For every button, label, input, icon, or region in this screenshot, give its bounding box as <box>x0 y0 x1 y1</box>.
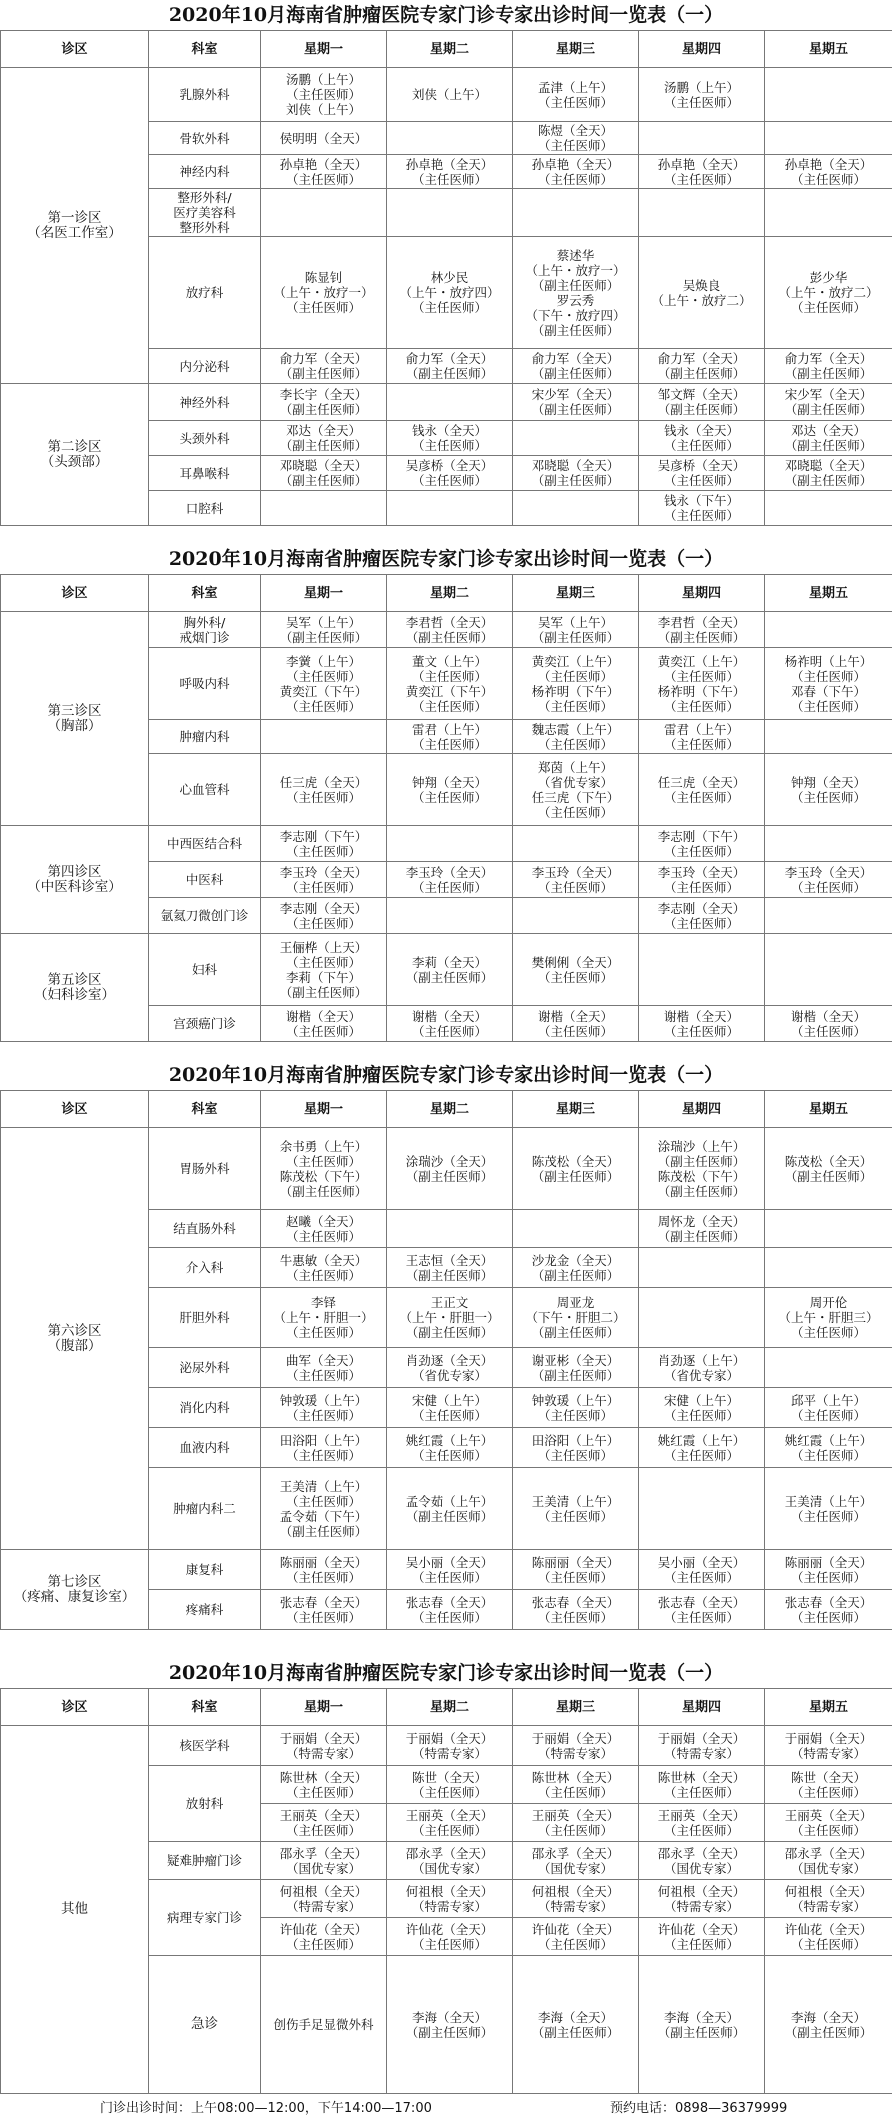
department-cell: 肿瘤内科二 <box>149 1468 261 1550</box>
schedule-cell: 邓晓聪（全天） （副主任医师） <box>765 456 892 491</box>
schedule-cell <box>765 122 892 155</box>
zone-cell: 其他 <box>1 1726 149 2094</box>
schedule-cell <box>513 421 639 456</box>
schedule-cell: 王丽英（全天） （主任医师） <box>513 1804 639 1842</box>
schedule-cell: 李黉（上午） （主任医师） 黄奕江（下午） （主任医师） <box>261 648 387 720</box>
column-header: 星期一 <box>261 1689 387 1726</box>
schedule-cell: 田浴阳（上午） （主任医师） <box>513 1428 639 1468</box>
schedule-cell: 郑茵（上午） （省优专家） 任三虎（下午） （主任医师） <box>513 754 639 826</box>
schedule-cell: 赵曦（全天） （主任医师） <box>261 1210 387 1248</box>
department-cell: 血液内科 <box>149 1428 261 1468</box>
column-header: 科室 <box>149 575 261 612</box>
schedule-cell: 王丽英（全天） （主任医师） <box>387 1804 513 1842</box>
schedule-cell <box>261 720 387 754</box>
schedule-cell: 宋健（上午） （主任医师） <box>387 1388 513 1428</box>
department-cell: 疑难肿瘤门诊 <box>149 1842 261 1880</box>
schedule-cell <box>639 189 765 237</box>
schedule-cell: 李海（全天） （副主任医师） <box>639 1956 765 2094</box>
schedule-cell: 孟津（上午） （主任医师） <box>513 68 639 122</box>
schedule-cell: 钟敦瑗（上午） （主任医师） <box>261 1388 387 1428</box>
schedule-cell: 钟敦瑗（上午） （主任医师） <box>513 1388 639 1428</box>
schedule-cell: 许仙花（全天） （主任医师） <box>765 1918 892 1956</box>
column-header: 科室 <box>149 31 261 68</box>
schedule-cell: 陈显钊 （上午・放疗一） （主任医师） <box>261 237 387 349</box>
schedule-cell: 谢楷（全天） （主任医师） <box>387 1006 513 1042</box>
schedule-cell: 陈世（全天） （主任医师） <box>387 1766 513 1804</box>
table-row <box>1 826 892 862</box>
schedule-cell: 肖劲逐（全天） （省优专家） <box>387 1348 513 1388</box>
department-cell: 放疗科 <box>149 237 261 349</box>
schedule-table <box>0 30 892 526</box>
column-header: 科室 <box>149 1689 261 1726</box>
schedule-cell: 陈丽丽（全天） （主任医师） <box>765 1550 892 1590</box>
schedule-cell: 姚红霞（上午） （主任医师） <box>387 1428 513 1468</box>
schedule-cell: 邱平（上午） （主任医师） <box>765 1388 892 1428</box>
table-row <box>1 1550 892 1590</box>
schedule-cell <box>513 1210 639 1248</box>
schedule-cell: 任三虎（全天） （主任医师） <box>261 754 387 826</box>
schedule-cell: 林少民 （上午・放疗四） （主任医师） <box>387 237 513 349</box>
schedule-cell: 吴军（上午） （副主任医师） <box>513 612 639 648</box>
column-header: 星期二 <box>387 1091 513 1128</box>
schedule-cell: 吴彦桥（全天） （主任医师） <box>639 456 765 491</box>
table-row <box>1 1726 892 1766</box>
schedule-cell: 李志刚（全天） （主任医师） <box>639 898 765 934</box>
schedule-cell: 孟令茹（上午） （副主任医师） <box>387 1468 513 1550</box>
schedule-cell: 陈茂松（全天） （副主任医师） <box>765 1128 892 1210</box>
column-header: 星期五 <box>765 31 892 68</box>
schedule-cell: 李玉玲（全天） （主任医师） <box>261 862 387 898</box>
schedule-cell: 李君哲（全天） （副主任医师） <box>387 612 513 648</box>
schedule-cell <box>765 1248 892 1288</box>
schedule-cell: 谢楷（全天） （主任医师） <box>513 1006 639 1042</box>
schedule-cell: 姚红霞（上午） （主任医师） <box>639 1428 765 1468</box>
schedule-cell: 钟翔（全天） （主任医师） <box>387 754 513 826</box>
schedule-cell: 张志春（全天） （主任医师） <box>387 1590 513 1630</box>
column-header: 星期四 <box>639 1091 765 1128</box>
schedule-cell: 雷君（上午） （主任医师） <box>639 720 765 754</box>
schedule-cell <box>387 898 513 934</box>
schedule-cell: 于丽娟（全天） （特需专家） <box>261 1726 387 1766</box>
department-cell: 内分泌科 <box>149 349 261 384</box>
schedule-cell: 宋少军（全天） （副主任医师） <box>513 384 639 421</box>
schedule-cell: 李铎 （上午・肝胆一） （主任医师） <box>261 1288 387 1348</box>
schedule-cell: 孙卓艳（全天） （主任医师） <box>513 155 639 189</box>
department-cell: 创伤手足显微外科 <box>261 1956 387 2094</box>
schedule-cell: 涂瑞沙（上午） （副主任医师） 陈茂松（下午） （副主任医师） <box>639 1128 765 1210</box>
zone-cell: 第七诊区 （疼痛、康复诊室） <box>1 1550 149 1630</box>
schedule-cell: 董文（上午） （主任医师） 黄奕江（下午） （主任医师） <box>387 648 513 720</box>
schedule-section <box>0 1658 892 2094</box>
department-cell: 放射科 <box>149 1766 261 1842</box>
schedule-cell: 谢楷（全天） （主任医师） <box>261 1006 387 1042</box>
department-cell: 病理专家门诊 <box>149 1880 261 1956</box>
column-header: 诊区 <box>1 1091 149 1128</box>
column-header: 星期三 <box>513 31 639 68</box>
zone-cell: 第六诊区 （腹部） <box>1 1128 149 1550</box>
schedule-cell: 钟翔（全天） （主任医师） <box>765 754 892 826</box>
schedule-cell: 张志春（全天） （主任医师） <box>261 1590 387 1630</box>
schedule-cell: 周怀龙（全天） （副主任医师） <box>639 1210 765 1248</box>
schedule-cell: 吴焕良 （上午・放疗二） <box>639 237 765 349</box>
zone-cell: 第三诊区 （胸部） <box>1 612 149 826</box>
schedule-cell <box>387 384 513 421</box>
schedule-cell: 涂瑞沙（全天） （副主任医师） <box>387 1128 513 1210</box>
schedule-section <box>0 0 892 526</box>
schedule-cell <box>765 720 892 754</box>
schedule-cell: 王美清（上午） （主任医师） <box>513 1468 639 1550</box>
schedule-cell <box>387 826 513 862</box>
schedule-cell: 牛惠敏（全天） （主任医师） <box>261 1248 387 1288</box>
schedule-cell: 王丽英（全天） （主任医师） <box>639 1804 765 1842</box>
department-cell: 康复科 <box>149 1550 261 1590</box>
schedule-cell <box>765 189 892 237</box>
table-title: 2020年10月海南省肿瘤医院专家门诊专家出诊时间一览表（一） <box>168 4 724 26</box>
schedule-cell: 许仙花（全天） （主任医师） <box>261 1918 387 1956</box>
schedule-cell <box>261 189 387 237</box>
schedule-cell: 邵永孚（全天） （国优专家） <box>261 1842 387 1880</box>
schedule-cell: 于丽娟（全天） （特需专家） <box>387 1726 513 1766</box>
schedule-cell <box>765 491 892 526</box>
schedule-cell: 杨祚明（上午） （主任医师） 邓春（下午） （主任医师） <box>765 648 892 720</box>
header-row <box>1 1091 892 1128</box>
schedule-cell: 陈世（全天） （主任医师） <box>765 1766 892 1804</box>
schedule-cell <box>765 68 892 122</box>
schedule-cell: 吴小丽（全天） （主任医师） <box>639 1550 765 1590</box>
table-title: 2020年10月海南省肿瘤医院专家门诊专家出诊时间一览表（一） <box>168 1662 724 1684</box>
schedule-cell <box>639 1248 765 1288</box>
schedule-cell: 樊俐俐（全天） （主任医师） <box>513 934 639 1006</box>
schedule-cell: 孙卓艳（全天） （主任医师） <box>765 155 892 189</box>
schedule-cell: 张志春（全天） （主任医师） <box>639 1590 765 1630</box>
schedule-cell <box>639 1288 765 1348</box>
table-title: 2020年10月海南省肿瘤医院专家门诊专家出诊时间一览表（一） <box>168 548 724 570</box>
table-row <box>1 384 892 421</box>
department-cell: 肿瘤内科 <box>149 720 261 754</box>
column-header: 科室 <box>149 1091 261 1128</box>
schedule-cell: 王美清（上午） （主任医师） 孟令茹（下午） （副主任医师） <box>261 1468 387 1550</box>
schedule-cell: 王丽英（全天） （主任医师） <box>765 1804 892 1842</box>
zone-cell: 第一诊区 （名医工作室） <box>1 68 149 384</box>
column-header: 星期三 <box>513 1689 639 1726</box>
column-header: 星期五 <box>765 1689 892 1726</box>
schedule-cell: 陈世林（全天） （主任医师） <box>639 1766 765 1804</box>
schedule-cell: 王俪桦（上天） （主任医师） 李莉（下午） （副主任医师） <box>261 934 387 1006</box>
schedule-cell: 俞力军（全天） （副主任医师） <box>513 349 639 384</box>
schedule-cell: 何祖根（全天） （特需专家） <box>765 1880 892 1918</box>
schedule-cell <box>513 898 639 934</box>
schedule-cell: 汤鹏（上午） （主任医师） <box>639 68 765 122</box>
schedule-cell <box>513 491 639 526</box>
schedule-cell: 汤鹏（上午） （主任医师） 刘侠（上午） <box>261 68 387 122</box>
schedule-cell: 于丽娟（全天） （特需专家） <box>765 1726 892 1766</box>
schedule-cell: 何祖根（全天） （特需专家） <box>513 1880 639 1918</box>
column-header: 星期四 <box>639 1689 765 1726</box>
section-gap <box>0 526 892 544</box>
schedule-cell: 彭少华 （上午・放疗二） （主任医师） <box>765 237 892 349</box>
department-cell: 妇科 <box>149 934 261 1006</box>
schedule-cell: 陈丽丽（全天） （主任医师） <box>513 1550 639 1590</box>
table-row <box>1 612 892 648</box>
schedule-cell: 邓达（全天） （副主任医师） <box>765 421 892 456</box>
schedule-cell: 钱永（下午） （主任医师） <box>639 491 765 526</box>
schedule-cell: 李玉玲（全天） （主任医师） <box>765 862 892 898</box>
schedule-cell: 王丽英（全天） （主任医师） <box>261 1804 387 1842</box>
column-header: 星期一 <box>261 575 387 612</box>
schedule-cell: 孙卓艳（全天） （主任医师） <box>261 155 387 189</box>
schedule-cell: 曲军（全天） （主任医师） <box>261 1348 387 1388</box>
department-cell: 神经内科 <box>149 155 261 189</box>
schedule-cell: 吴彦桥（全天） （主任医师） <box>387 456 513 491</box>
schedule-cell: 陈丽丽（全天） （主任医师） <box>261 1550 387 1590</box>
schedule-cell <box>261 491 387 526</box>
schedule-cell: 邓达（全天） （副主任医师） <box>261 421 387 456</box>
schedule-cell: 陈世林（全天） （主任医师） <box>513 1766 639 1804</box>
schedule-table <box>0 1090 892 1630</box>
schedule-cell: 邓晓聪（全天） （副主任医师） <box>513 456 639 491</box>
column-header: 诊区 <box>1 1689 149 1726</box>
column-header: 诊区 <box>1 575 149 612</box>
schedule-section <box>0 544 892 1042</box>
department-cell: 消化内科 <box>149 1388 261 1428</box>
schedule-cell: 陈煜（全天） （主任医师） <box>513 122 639 155</box>
schedule-cell: 俞力军（全天） （副主任医师） <box>639 349 765 384</box>
schedule-cell: 张志春（全天） （主任医师） <box>765 1590 892 1630</box>
schedule-cell: 陈茂松（全天） （副主任医师） <box>513 1128 639 1210</box>
column-header: 星期三 <box>513 575 639 612</box>
schedule-cell: 钱永（全天） （主任医师） <box>387 421 513 456</box>
schedule-cell: 李海（全天） （副主任医师） <box>513 1956 639 2094</box>
schedule-cell: 邵永孚（全天） （国优专家） <box>639 1842 765 1880</box>
schedule-cell: 李玉玲（全天） （主任医师） <box>639 862 765 898</box>
schedule-cell: 谢楷（全天） （主任医师） <box>765 1006 892 1042</box>
schedule-cell: 许仙花（全天） （主任医师） <box>639 1918 765 1956</box>
schedule-cell: 姚红霞（上午） （主任医师） <box>765 1428 892 1468</box>
schedule-cell: 李君哲（全天） （副主任医师） <box>639 612 765 648</box>
schedule-cell: 王志恒（全天） （副主任医师） <box>387 1248 513 1288</box>
department-cell: 疼痛科 <box>149 1590 261 1630</box>
schedule-cell: 肖劲逐（上午） （省优专家） <box>639 1348 765 1388</box>
schedule-cell: 钱永（全天） （主任医师） <box>639 421 765 456</box>
column-header: 星期二 <box>387 575 513 612</box>
schedule-cell: 魏志霞（上午） （主任医师） <box>513 720 639 754</box>
schedule-cell <box>387 122 513 155</box>
department-cell: 中西医结合科 <box>149 826 261 862</box>
schedule-cell: 俞力军（全天） （副主任医师） <box>387 349 513 384</box>
schedule-cell: 周开伦 （上午・肝胆三） （主任医师） <box>765 1288 892 1348</box>
schedule-cell <box>765 934 892 1006</box>
schedule-cell: 宋健（上午） （主任医师） <box>639 1388 765 1428</box>
department-cell: 口腔科 <box>149 491 261 526</box>
schedule-section <box>0 1060 892 1630</box>
zone-cell: 第二诊区 （头颈部） <box>1 384 149 526</box>
schedule-cell: 孙卓艳（全天） （主任医师） <box>639 155 765 189</box>
booking-phone: 预约电话：0898—36379999 <box>610 2101 788 2116</box>
department-cell: 整形外科/ 医疗美容科 整形外科 <box>149 189 261 237</box>
schedule-cell: 谢楷（全天） （主任医师） <box>639 1006 765 1042</box>
schedule-cell: 孙卓艳（全天） （主任医师） <box>387 155 513 189</box>
schedule-cell: 谢亚彬（全天） （副主任医师） <box>513 1348 639 1388</box>
department-cell: 中医科 <box>149 862 261 898</box>
schedule-cell <box>765 612 892 648</box>
department-cell: 胸外科/ 戒烟门诊 <box>149 612 261 648</box>
schedule-cell: 邵永孚（全天） （国优专家） <box>765 1842 892 1880</box>
schedule-cell <box>639 1468 765 1550</box>
schedule-cell: 许仙花（全天） （主任医师） <box>387 1918 513 1956</box>
schedule-cell <box>387 189 513 237</box>
schedule-cell <box>765 1210 892 1248</box>
schedule-cell: 邵永孚（全天） （国优专家） <box>387 1842 513 1880</box>
schedule-cell: 于丽娟（全天） （特需专家） <box>513 1726 639 1766</box>
schedule-cell: 黄奕江（上午） （主任医师） 杨祚明（下午） （主任医师） <box>639 648 765 720</box>
schedule-cell <box>639 122 765 155</box>
schedule-cell: 陈世林（全天） （主任医师） <box>261 1766 387 1804</box>
column-header: 星期二 <box>387 1689 513 1726</box>
schedule-cell: 李志刚（全天） （主任医师） <box>261 898 387 934</box>
schedule-cell: 李海（全天） （副主任医师） <box>387 1956 513 2094</box>
schedule-cell: 李莉（全天） （副主任医师） <box>387 934 513 1006</box>
column-header: 星期一 <box>261 31 387 68</box>
zone-cell: 第五诊区 （妇科诊室） <box>1 934 149 1042</box>
department-cell: 神经外科 <box>149 384 261 421</box>
department-cell: 肝胆外科 <box>149 1288 261 1348</box>
schedule-cell: 侯明明（全天） <box>261 122 387 155</box>
department-cell: 胃肠外科 <box>149 1128 261 1210</box>
schedule-cell: 黄奕江（上午） （主任医师） 杨祚明（下午） （主任医师） <box>513 648 639 720</box>
header-row <box>1 31 892 68</box>
table-row <box>1 68 892 122</box>
schedule-cell: 李海（全天） （副主任医师） <box>765 1956 892 2094</box>
section-gap <box>0 1042 892 1060</box>
schedule-cell: 李玉玲（全天） （主任医师） <box>513 862 639 898</box>
schedule-cell: 李长宇（全天） （副主任医师） <box>261 384 387 421</box>
table-row <box>1 934 892 1006</box>
department-cell: 介入科 <box>149 1248 261 1288</box>
department-cell: 呼吸内科 <box>149 648 261 720</box>
table-row <box>1 1128 892 1210</box>
department-cell: 头颈外科 <box>149 421 261 456</box>
schedule-cell: 田浴阳（上午） （主任医师） <box>261 1428 387 1468</box>
department-cell: 结直肠外科 <box>149 1210 261 1248</box>
schedule-cell: 余书勇（上午） （主任医师） 陈茂松（下午） （副主任医师） <box>261 1128 387 1210</box>
schedule-cell: 雷君（上午） （主任医师） <box>387 720 513 754</box>
column-header: 星期三 <box>513 1091 639 1128</box>
column-header: 星期四 <box>639 31 765 68</box>
schedule-cell: 沙龙金（全天） （副主任医师） <box>513 1248 639 1288</box>
department-cell: 耳鼻喉科 <box>149 456 261 491</box>
department-cell: 宫颈癌门诊 <box>149 1006 261 1042</box>
schedule-cell: 许仙花（全天） （主任医师） <box>513 1918 639 1956</box>
clinic-hours: 门诊出诊时间：上午08:00—12:00，下午14:00—17:00 <box>100 2101 432 2116</box>
zone-cell: 第四诊区 （中医科诊室） <box>1 826 149 934</box>
schedule-cell: 李志刚（下午） （主任医师） <box>639 826 765 862</box>
column-header: 星期五 <box>765 1091 892 1128</box>
schedule-cell: 任三虎（全天） （主任医师） <box>639 754 765 826</box>
schedule-cell: 何祖根（全天） （特需专家） <box>387 1880 513 1918</box>
schedule-cell: 王正文 （上午・肝胆一） （副主任医师） <box>387 1288 513 1348</box>
schedule-cell: 李志刚（下午） （主任医师） <box>261 826 387 862</box>
zone-cell: 急诊 <box>149 1956 261 2094</box>
footer <box>0 2094 892 2124</box>
schedule-cell: 邓晓聪（全天） （副主任医师） <box>261 456 387 491</box>
schedule-cell <box>387 491 513 526</box>
column-header: 星期四 <box>639 575 765 612</box>
schedule-cell: 于丽娟（全天） （特需专家） <box>639 1726 765 1766</box>
table-title: 2020年10月海南省肿瘤医院专家门诊专家出诊时间一览表（一） <box>168 1064 724 1086</box>
department-cell: 心血管科 <box>149 754 261 826</box>
department-cell: 氩氦刀微创门诊 <box>149 898 261 934</box>
schedule-cell <box>765 898 892 934</box>
column-header: 星期一 <box>261 1091 387 1128</box>
schedule-cell <box>513 826 639 862</box>
column-header: 诊区 <box>1 31 149 68</box>
schedule-table <box>0 1688 892 2094</box>
schedule-cell: 吴小丽（全天） （主任医师） <box>387 1550 513 1590</box>
department-cell: 骨软外科 <box>149 122 261 155</box>
schedule-cell: 宋少军（全天） （副主任医师） <box>765 384 892 421</box>
schedule-table <box>0 574 892 1042</box>
schedule-cell: 俞力军（全天） （副主任医师） <box>261 349 387 384</box>
column-header: 星期二 <box>387 31 513 68</box>
schedule-cell: 王美清（上午） （主任医师） <box>765 1468 892 1550</box>
schedule-cell: 周亚龙 （下午・肝胆二） （副主任医师） <box>513 1288 639 1348</box>
schedule-cell: 邹文辉（全天） （副主任医师） <box>639 384 765 421</box>
schedule-cell: 何祖根（全天） （特需专家） <box>261 1880 387 1918</box>
department-cell: 乳腺外科 <box>149 68 261 122</box>
department-cell: 核医学科 <box>149 1726 261 1766</box>
schedule-cell: 邵永孚（全天） （国优专家） <box>513 1842 639 1880</box>
schedule-cell: 吴军（上午） （副主任医师） <box>261 612 387 648</box>
schedule-cell <box>513 189 639 237</box>
schedule-cell <box>387 1210 513 1248</box>
schedule-cell: 刘侠（上午） <box>387 68 513 122</box>
header-row <box>1 1689 892 1726</box>
schedule-cell: 何祖根（全天） （特需专家） <box>639 1880 765 1918</box>
schedule-cell: 李玉玲（全天） （主任医师） <box>387 862 513 898</box>
schedule-cell: 张志春（全天） （主任医师） <box>513 1590 639 1630</box>
column-header: 星期五 <box>765 575 892 612</box>
department-cell: 泌尿外科 <box>149 1348 261 1388</box>
header-row <box>1 575 892 612</box>
schedule-cell: 俞力军（全天） （副主任医师） <box>765 349 892 384</box>
section-gap <box>0 1630 892 1658</box>
schedule-cell <box>639 934 765 1006</box>
schedule-cell <box>765 826 892 862</box>
schedule-cell: 蔡述华 （上午・放疗一） （副主任医师） 罗云秀 （下午・放疗四） （副主任医师） <box>513 237 639 349</box>
schedule-cell <box>765 1348 892 1388</box>
